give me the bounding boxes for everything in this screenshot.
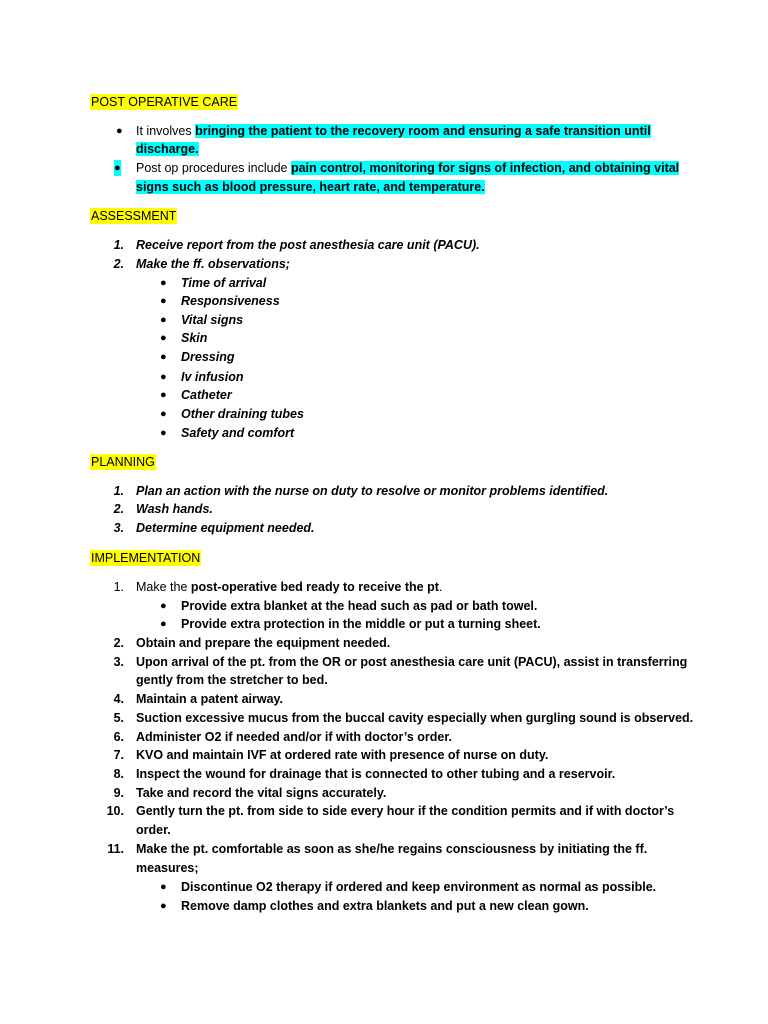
planning-item-3: Determine equipment needed. bbox=[136, 521, 315, 535]
list-number: 9. bbox=[113, 786, 124, 800]
post-op-bullet-2-plain: Post op procedures include bbox=[136, 161, 291, 175]
bullet-icon: ● bbox=[160, 618, 167, 630]
planning-item-1: Plan an action with the nurse on duty to resolve or monitor problems identified. bbox=[136, 484, 609, 498]
assessment-item-1: Receive report from the post anesthesia care unit (PACU). bbox=[136, 238, 480, 252]
observation-item: Catheter bbox=[181, 388, 232, 402]
assessment-item-2: Make the ff. observations; bbox=[136, 257, 290, 271]
post-op-bullet-2-line-2 bbox=[136, 179, 485, 195]
observation-item: Safety and comfort bbox=[181, 426, 295, 440]
implementation-item-6: Administer O2 if needed and/or if with doctor’s order. bbox=[136, 730, 453, 744]
observation-item: Time of arrival bbox=[181, 276, 267, 290]
bullet-icon: ● bbox=[160, 389, 167, 401]
post-op-bullet-1-line-2 bbox=[136, 141, 199, 157]
list-number: 5. bbox=[113, 711, 124, 725]
bullet-icon: ● bbox=[160, 427, 167, 439]
heading-assessment: ASSESSMENT bbox=[91, 209, 177, 223]
implementation-item-3-line-1: Upon arrival of the pt. from the OR or post anesthesia care unit (PACU), assist in transferring bbox=[136, 655, 688, 669]
list-number: 6. bbox=[113, 730, 124, 744]
list-number: 10. bbox=[106, 804, 124, 818]
implementation-subitem: Remove damp clothes and extra blankets and put a new clean gown. bbox=[181, 899, 589, 913]
implementation-item-2: Obtain and prepare the equipment needed. bbox=[136, 636, 391, 650]
observation-item: Skin bbox=[181, 331, 208, 345]
bullet-icon: ● bbox=[114, 162, 121, 174]
list-number: 8. bbox=[113, 767, 124, 781]
implementation-item-8: Inspect the wound for drainage that is connected to other tubing and a reservoir. bbox=[136, 767, 616, 781]
list-number: 1. bbox=[113, 238, 124, 252]
implementation-item-9: Take and record the vital signs accurately. bbox=[136, 786, 387, 800]
list-number: 3. bbox=[113, 521, 124, 535]
post-op-bullet-1-highlight-2: discharge. bbox=[136, 142, 199, 156]
list-number: 11. bbox=[107, 842, 124, 856]
list-number: 7. bbox=[113, 748, 124, 762]
implementation-item-4: Maintain a patent airway. bbox=[136, 692, 284, 706]
planning-item-2: Wash hands. bbox=[136, 502, 213, 516]
observation-item: Dressing bbox=[181, 350, 235, 364]
list-number: 2. bbox=[113, 636, 124, 650]
post-op-bullet-1-line-1 bbox=[136, 123, 651, 139]
observation-item: Responsiveness bbox=[181, 294, 280, 308]
implementation-item-11-line-1: Make the pt. comfortable as soon as she/he regains consciousness by initiating the ff. bbox=[136, 842, 648, 856]
bullet-icon: ● bbox=[160, 314, 167, 326]
implementation-subitem: Provide extra protection in the middle or put a turning sheet. bbox=[181, 617, 541, 631]
bullet-icon: ● bbox=[160, 277, 167, 289]
post-op-bullet-2-highlight: pain control, monitoring for signs of infection, and obtaining vital bbox=[290, 161, 680, 175]
implementation-item-1-bold: post-operative bed ready to receive the pt bbox=[190, 580, 439, 594]
bullet-icon: ● bbox=[160, 332, 167, 344]
implementation-item-5: Suction excessive mucus from the buccal cavity especially when gurgling sound is observed. bbox=[136, 711, 694, 725]
list-number: 4. bbox=[113, 692, 124, 706]
implementation-item-1-plain: Make the bbox=[136, 580, 191, 594]
observation-item: Iv infusion bbox=[181, 370, 244, 384]
bullet-icon: ● bbox=[160, 600, 167, 612]
implementation-subitem: Provide extra blanket at the head such as pad or bath towel. bbox=[181, 599, 538, 613]
implementation-item-1 bbox=[136, 579, 442, 595]
implementation-item-11-line-2: measures; bbox=[136, 861, 199, 875]
bullet-icon: ● bbox=[160, 881, 167, 893]
observation-item: Other draining tubes bbox=[181, 407, 304, 421]
post-op-bullet-2-highlight-2: signs such as blood pressure, heart rate, and temperature. bbox=[136, 180, 485, 194]
list-number: 3. bbox=[113, 655, 124, 669]
list-number: 1. bbox=[113, 484, 124, 498]
heading-post-operative-care: POST OPERATIVE CARE bbox=[91, 95, 238, 109]
heading-implementation: IMPLEMENTATION bbox=[91, 551, 201, 565]
implementation-item-7: KVO and maintain IVF at ordered rate with presence of nurse on duty. bbox=[136, 748, 549, 762]
bullet-icon: ● bbox=[160, 295, 167, 307]
heading-planning: PLANNING bbox=[91, 455, 155, 469]
bullet-icon: ● bbox=[160, 408, 167, 420]
implementation-subitem: Discontinue O2 therapy if ordered and keep environment as normal as possible. bbox=[181, 880, 657, 894]
bullet-icon: ● bbox=[160, 371, 167, 383]
implementation-item-10-line-1: Gently turn the pt. from side to side every hour if the condition permits and if with doctor’s bbox=[136, 804, 675, 818]
list-number: 1. bbox=[113, 580, 124, 594]
implementation-item-1-end: . bbox=[438, 580, 443, 594]
implementation-item-3-line-2: gently from the stretcher to bed. bbox=[136, 673, 328, 687]
list-number: 2. bbox=[113, 502, 124, 516]
bullet-icon: ● bbox=[116, 125, 123, 137]
post-op-bullet-1-plain: It involves bbox=[136, 124, 196, 138]
observation-item: Vital signs bbox=[181, 313, 244, 327]
post-op-bullet-2-line-1 bbox=[136, 160, 679, 176]
bullet-icon: ● bbox=[160, 900, 167, 912]
post-op-bullet-1-highlight: bringing the patient to the recovery room and ensuring a safe transition until bbox=[195, 124, 651, 138]
list-number: 2. bbox=[113, 257, 124, 271]
bullet-icon: ● bbox=[160, 351, 167, 363]
implementation-item-10-line-2: order. bbox=[136, 823, 171, 837]
